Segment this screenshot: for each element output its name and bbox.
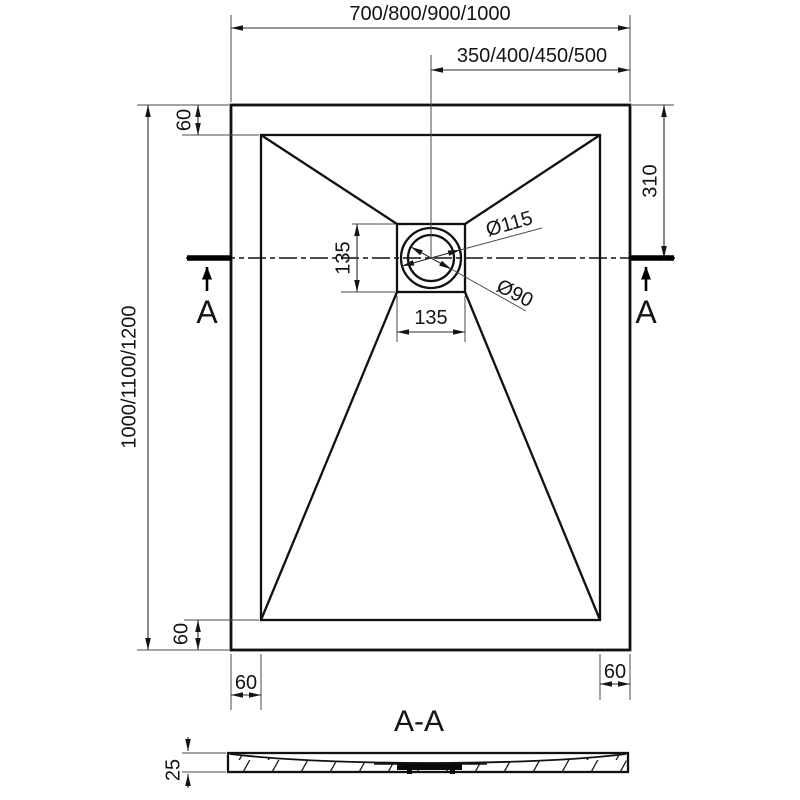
dim-rim-left-label: 60 (234, 672, 258, 694)
dim-overall-length-label: 1000/1100/1200 (118, 305, 141, 449)
dim-rim-top (174, 105, 259, 135)
section-label-left: A (196, 294, 218, 330)
slope-diagonal-bottom-right (465, 292, 600, 620)
dim-drain-inner-diameter (411, 247, 537, 312)
dim-rim-right (600, 654, 630, 700)
section-view (163, 705, 628, 788)
dim-thickness-label: 25 (162, 758, 185, 782)
dim-drain-inner-diameter-label: Ø90 (492, 275, 537, 313)
dim-drain-offset (632, 105, 674, 258)
dim-drain-square-width (397, 296, 465, 342)
slope-diagonal-top-left (261, 135, 397, 224)
dim-drain-square-height-label: 135 (332, 241, 355, 275)
slope-diagonal-top-right (465, 135, 600, 224)
drain-leg-right (450, 770, 455, 774)
dim-thickness (163, 737, 226, 788)
dim-drain-offset-label: 310 (639, 164, 662, 198)
dim-rim-left (231, 654, 261, 710)
section-title: A-A (393, 705, 445, 738)
dim-drain-square-width-label: 135 (414, 307, 448, 329)
plan-view (119, 3, 675, 710)
dim-rim-bottom (171, 620, 259, 650)
dim-overall-length (119, 105, 229, 650)
dim-half-width (431, 45, 630, 70)
slope-diagonal-bottom-left (261, 292, 397, 620)
dim-rim-right-label: 60 (603, 661, 627, 683)
dim-rim-bottom-label: 60 (170, 622, 193, 646)
dim-drain-outer-diameter-label: Ø115 (483, 207, 536, 242)
dim-half-width-label: 350/400/450/500 (456, 45, 608, 67)
dim-overall-width-label: 700/800/900/1000 (349, 3, 511, 25)
drain-leg-left (407, 770, 412, 774)
section-label-right: A (635, 294, 657, 330)
drain-body-section (397, 764, 462, 770)
dim-rim-top-label: 60 (173, 108, 196, 132)
